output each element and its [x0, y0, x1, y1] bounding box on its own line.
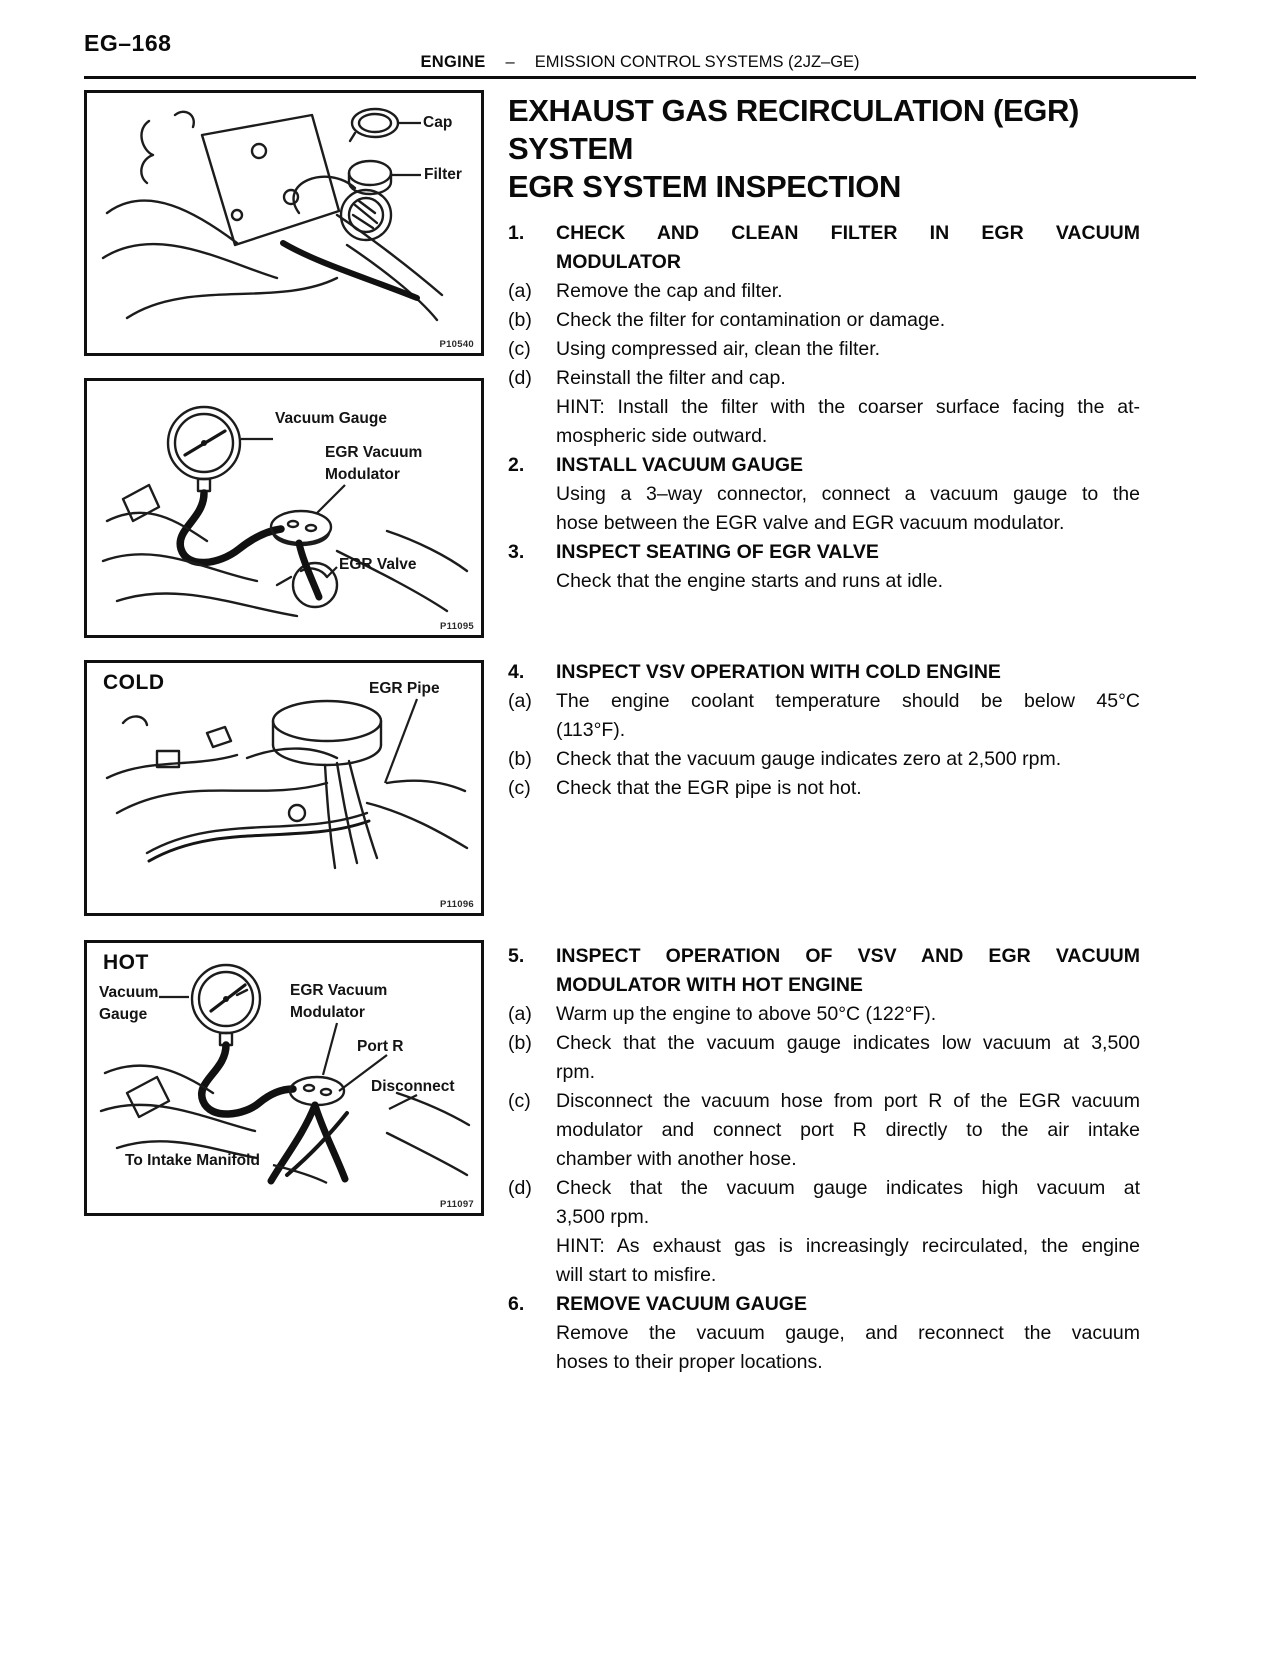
substep-text: Check that the vacuum gauge indicates low vacuum at 3,500 rpm.	[556, 1032, 1140, 1083]
label-egr-pipe: EGR Pipe	[369, 680, 440, 697]
figure-code: P11095	[439, 621, 474, 632]
figure-egr-vacuum-modulator-filter	[84, 90, 484, 356]
substep-5c	[508, 1087, 1140, 1174]
substep-letter: (a)	[508, 1003, 532, 1025]
substep-text: The engine coolant temperature should be below 45°C (113°F).	[556, 690, 1140, 741]
substep-1a	[508, 277, 1140, 306]
step-number: 3.	[508, 541, 525, 563]
label-vacuum-gauge-line1: Vacuum	[99, 984, 159, 1001]
label-egr-vacuum-modulator-line2: Modulator	[325, 466, 400, 483]
substep-5a	[508, 1000, 1140, 1029]
substep-text: Disconnect the vacuum hose from port R of the EGR vacuum modulator and connect port R directly to the air intake chamber with another hose.	[556, 1090, 1140, 1170]
running-header-section: ENGINE	[420, 53, 486, 71]
step-5	[508, 942, 1140, 1000]
step-heading: INSPECT OPERATION OF VSV AND EGR VACUUM MODULATOR WITH HOT ENGINE	[556, 945, 1140, 996]
substep-letter: (b)	[508, 748, 532, 770]
substep-letter: (d)	[508, 367, 532, 389]
step-number: 1.	[508, 222, 525, 244]
step-paragraph: Check that the engine starts and runs at idle.	[556, 570, 943, 592]
substep-letter: (c)	[508, 777, 531, 799]
label-filter: Filter	[424, 166, 462, 183]
step-heading: INSPECT SEATING OF EGR VALVE	[556, 541, 879, 563]
step-heading: CHECK AND CLEAN FILTER IN EGR VACUUM MODULATOR	[556, 222, 1140, 273]
substep-letter: (c)	[508, 338, 531, 360]
step-number: 4.	[508, 661, 525, 683]
step-1	[508, 219, 1140, 277]
substep-text: Check that the vacuum gauge indicates high vacuum at 3,500 rpm.	[556, 1177, 1140, 1228]
page-title-line1: EXHAUST GAS RECIRCULATION (EGR)	[508, 93, 1079, 128]
engine-illustration	[87, 663, 481, 913]
running-header-title: EMISSION CONTROL SYSTEMS (2JZ–GE)	[534, 53, 860, 71]
text-group-cold	[508, 658, 1140, 803]
substep-letter: (d)	[508, 1177, 532, 1199]
figure-cold-engine-test	[84, 660, 484, 916]
substep-5b	[508, 1029, 1140, 1087]
substep-1b	[508, 306, 1140, 335]
step-number: 6.	[508, 1293, 525, 1315]
step-paragraph: Remove the vacuum gauge, and reconnect the vacuum hoses to their proper locations.	[556, 1322, 1140, 1373]
condition-tag-hot: HOT	[103, 951, 149, 974]
substep-text: Check the filter for contamination or damage.	[556, 309, 946, 331]
condition-tag-cold: COLD	[103, 671, 165, 694]
substep-letter: (b)	[508, 1032, 532, 1054]
label-egr-vacuum-modulator-line1: EGR Vacuum	[325, 444, 423, 461]
step-3	[508, 538, 1140, 567]
section-subtitle: EGR SYSTEM INSPECTION	[508, 169, 901, 204]
label-egr-vacuum-modulator-line1: EGR Vacuum	[290, 982, 388, 999]
step-2	[508, 451, 1140, 480]
substep-5d	[508, 1174, 1140, 1232]
label-cap: Cap	[423, 114, 453, 131]
step-number: 2.	[508, 454, 525, 476]
substep-text: Reinstall the filter and cap.	[556, 367, 786, 389]
figure-code: P10540	[439, 339, 474, 350]
label-vacuum-gauge: Vacuum Gauge	[275, 410, 387, 427]
label-disconnect: Disconnect	[371, 1078, 455, 1095]
figure-code: P11097	[439, 1199, 474, 1210]
substep-letter: (b)	[508, 309, 532, 331]
engine-illustration	[87, 93, 481, 353]
substep-text: Remove the cap and filter.	[556, 280, 783, 302]
substep-1d	[508, 364, 1140, 393]
substep-text: Check that the vacuum gauge indicates zero at 2,500 rpm.	[556, 748, 1062, 770]
page-title-line2: SYSTEM	[508, 131, 634, 166]
page-number: EG–168	[84, 30, 172, 56]
substep-text: Check that the EGR pipe is not hot.	[556, 777, 862, 799]
substep-1c	[508, 335, 1140, 364]
figure-code: P11096	[439, 899, 474, 910]
step-paragraph: Using a 3–way connector, connect a vacuum gauge to the hose between the EGR valve and EGR vacuum modulator.	[556, 483, 1140, 534]
figure-vacuum-gauge-install	[84, 378, 484, 638]
text-group-top	[508, 92, 1140, 596]
step-heading: INSPECT VSV OPERATION WITH COLD ENGINE	[556, 661, 1001, 683]
text-group-hot	[508, 942, 1140, 1377]
substep-letter: (c)	[508, 1090, 531, 1112]
header-rule	[84, 76, 1196, 79]
step-4	[508, 658, 1140, 687]
substep-4b	[508, 745, 1140, 774]
substep-text: Warm up the engine to above 50°C (122°F).	[556, 1003, 937, 1025]
label-egr-valve: EGR Valve	[339, 556, 417, 573]
substep-text: Using compressed air, clean the filter.	[556, 338, 881, 360]
step-heading: REMOVE VACUUM GAUGE	[556, 1293, 807, 1315]
label-port-r: Port R	[357, 1038, 404, 1055]
hint-text: HINT: Install the filter with the coarser surface facing the at- mospheric side outward.	[556, 396, 1140, 447]
running-header	[84, 53, 1196, 72]
running-header-dash: –	[505, 53, 515, 71]
substep-4c	[508, 774, 1140, 803]
substep-letter: (a)	[508, 690, 532, 712]
step-number: 5.	[508, 945, 525, 967]
label-vacuum-gauge-line2: Gauge	[99, 1006, 148, 1023]
figure-hot-engine-test	[84, 940, 484, 1216]
hint-text: HINT: As exhaust gas is increasingly recirculated, the engine will start to misfire.	[556, 1235, 1140, 1286]
label-to-intake-manifold: To Intake Manifold	[125, 1152, 260, 1169]
step-6	[508, 1290, 1140, 1319]
substep-4a	[508, 687, 1140, 745]
label-egr-vacuum-modulator-line2: Modulator	[290, 1004, 365, 1021]
step-heading: INSTALL VACUUM GAUGE	[556, 454, 803, 476]
substep-letter: (a)	[508, 280, 532, 302]
